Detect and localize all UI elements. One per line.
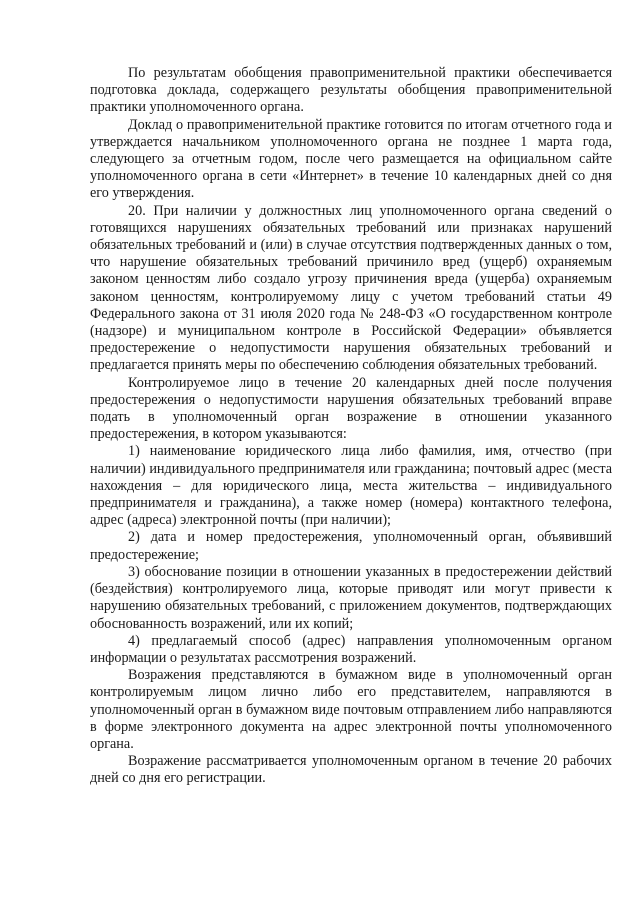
list-item-objection-1: 1) наименование юридического лица либо фамилия, имя, отчество (при наличии) индивидуального предпринимателя или гражданина; почтовый адрес (места нахождения – для юридического лица, места жительства – индивидуального предпринимателя и гражданина), а также номер (номера) контактного телефона, адрес (адреса) электронной почты (при наличии); [90, 443, 612, 529]
paragraph-objection-submission: Возражения представляются в бумажном виде в уполномоченный орган контролируемым лицом лично либо его представителем, направляются в уполномоченный орган в бумажном виде почтовым отправлением либо направляются в форме электронного документа на адрес электронной почты уполномоченного органа. [90, 667, 612, 752]
list-item-objection-2: 2) дата и номер предостережения, уполномоченный орган, объявивший предостережение; [90, 529, 612, 563]
list-item-objection-4: 4) предлагаемый способ (адрес) направления уполномоченным органом информации о результатах рассмотрения возражений. [90, 632, 612, 666]
document-body [90, 65, 612, 788]
paragraph-objection-right: Контролируемое лицо в течение 20 календарных дней после получения предостережения о недопустимости нарушения обязательных требований вправе подать в уполномоченный орган возражение в отношении указанного предостережения, в котором указываются: [90, 374, 612, 443]
paragraph-objection-review: Возражение рассматривается уполномоченным органом в течение 20 рабочих дней со дня его регистрации. [90, 753, 612, 787]
paragraph-practice-report: Доклад о правоприменительной практике готовится по итогам отчетного года и утверждается начальником уполномоченного органа не позднее 1 марта года, следующего за отчетным годом, после чего размещается на официальном сайте уполномоченного органа в сети «Интернет» в течение 10 календарных дней со дня его утверждения. [90, 116, 612, 202]
paragraph-practice-summary: По результатам обобщения правоприменительной практики обеспечивается подготовка доклада, содержащего результаты обобщения правоприменительной практики уполномоченного органа. [90, 65, 612, 116]
paragraph-warning-issuance: 20. При наличии у должностных лиц уполномоченного органа сведений о готовящихся нарушениях обязательных требований или признаках нарушений обязательных требований и (или) в случае отсутствия подтвержденных данных о том, что нарушение обязательных требований причинило вред (ущерб) охраняемым законом ценностям либо создало угрозу причинения вреда (ущерба) охраняемым законом ценностям, контролируемому лицу с учетом требований статьи 49 Федерального закона от 31 июля 2020 года № 248-ФЗ «О государственном контроле (надзоре) и муниципальном контроле в Российской Федерации» объявляется предостережение о недопустимости нарушения обязательных требований и предлагается принять меры по обеспечению соблюдения обязательных требований. [90, 202, 612, 374]
list-item-objection-3: 3) обоснование позиции в отношении указанных в предостережении действий (бездействия) контролируемого лица, которые приводят или могут привести к нарушению обязательных требований, с приложением документов, подтверждающих обоснованность возражений, или их копий; [90, 563, 612, 632]
